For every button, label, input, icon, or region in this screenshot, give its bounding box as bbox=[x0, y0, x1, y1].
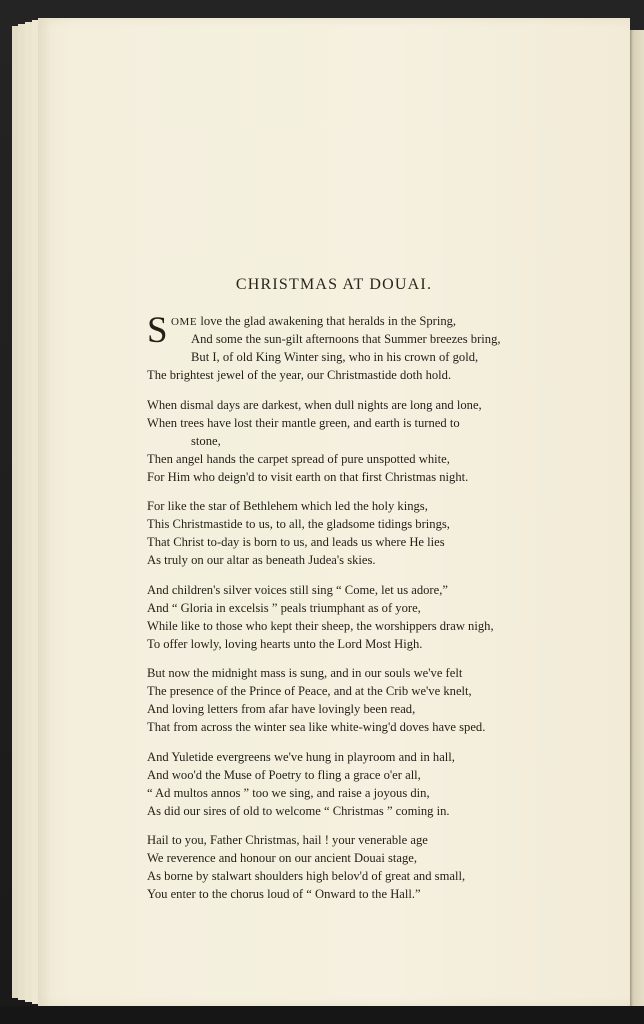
poem-line: That Christ to-day is born to us, and leads us where He lies bbox=[147, 535, 445, 549]
poem-line: And “ Gloria in excelsis ” peals triumphant as of yore, bbox=[147, 600, 421, 615]
poem-line: This Christmastide to us, to all, the gladsome tidings brings, bbox=[147, 517, 450, 531]
poem-line: As did our sires of old to welcome “ Christmas ” coming in. bbox=[147, 803, 450, 818]
poem-title: CHRISTMAS AT DOUAI. bbox=[235, 276, 433, 293]
poem-line-continuation: stone, bbox=[191, 433, 221, 448]
poem-line: When trees have lost their mantle green, and earth is turned to bbox=[147, 415, 460, 430]
poem-line: But now the midnight mass is sung, and in our souls we've felt bbox=[147, 666, 463, 680]
first-word: OME bbox=[171, 316, 198, 328]
poem-line: You enter to the chorus loud of “ Onward to the Hall.” bbox=[147, 887, 421, 901]
poem-line: As borne by stalwart shoulders high belov'd of great and small, bbox=[147, 869, 466, 883]
stanza-6 bbox=[147, 748, 579, 820]
poem-line: As truly on our altar as beneath Judea's skies. bbox=[147, 553, 376, 567]
poem-line: And children's silver voices still sing “ Come, let us adore,” bbox=[147, 582, 448, 597]
poem-line: “ Ad multos annos ” too we sing, and raise a joyous din, bbox=[147, 785, 430, 800]
poem-line: That from across the winter sea like white-wing'd doves have sped. bbox=[147, 720, 486, 734]
poem-line: Hail to you, Father Christmas, hail ! your venerable age bbox=[147, 833, 428, 847]
poem-line: Then angel hands the carpet spread of pure unspotted white, bbox=[147, 451, 450, 466]
poem-line: And loving letters from afar have lovingly been read, bbox=[147, 702, 416, 716]
stanza-2 bbox=[147, 396, 579, 486]
drop-cap: S bbox=[147, 310, 168, 351]
poem-line: While like to those who kept their sheep, the worshippers draw nigh, bbox=[147, 618, 494, 633]
stanza-1 bbox=[147, 312, 579, 384]
poem-line: For Him who deign'd to visit earth on that first Christmas night. bbox=[147, 469, 469, 484]
stanza-5 bbox=[147, 664, 579, 736]
background-band bbox=[0, 1006, 644, 1024]
poem-line: But I, of old King Winter sing, who in his crown of gold, bbox=[191, 350, 479, 364]
poem-line: For like the star of Bethlehem which led the holy kings, bbox=[147, 499, 428, 513]
stanza-7 bbox=[147, 831, 579, 903]
poem-line: When dismal days are darkest, when dull nights are long and lone, bbox=[147, 397, 482, 412]
first-line-text: love the glad awakening that heralds in the Spring, bbox=[197, 314, 457, 328]
poem-line: And Yuletide evergreens we've hung in playroom and in hall, bbox=[147, 749, 455, 764]
stanza-4 bbox=[147, 581, 579, 653]
stanza-3 bbox=[147, 497, 579, 569]
poem-line: And some the sun-gilt afternoons that Summer breezes bring, bbox=[191, 332, 501, 346]
poem-line: The brightest jewel of the year, our Christmastide doth hold. bbox=[147, 368, 452, 382]
poem-line: And woo'd the Muse of Poetry to fling a grace o'er all, bbox=[147, 767, 421, 782]
poem-line: The presence of the Prince of Peace, and at the Crib we've knelt, bbox=[147, 684, 472, 698]
poem-body bbox=[147, 312, 579, 915]
poem-line: We reverence and honour on our ancient Douai stage, bbox=[147, 851, 417, 865]
poem-line: To offer lowly, loving hearts unto the Lord Most High. bbox=[147, 636, 423, 651]
